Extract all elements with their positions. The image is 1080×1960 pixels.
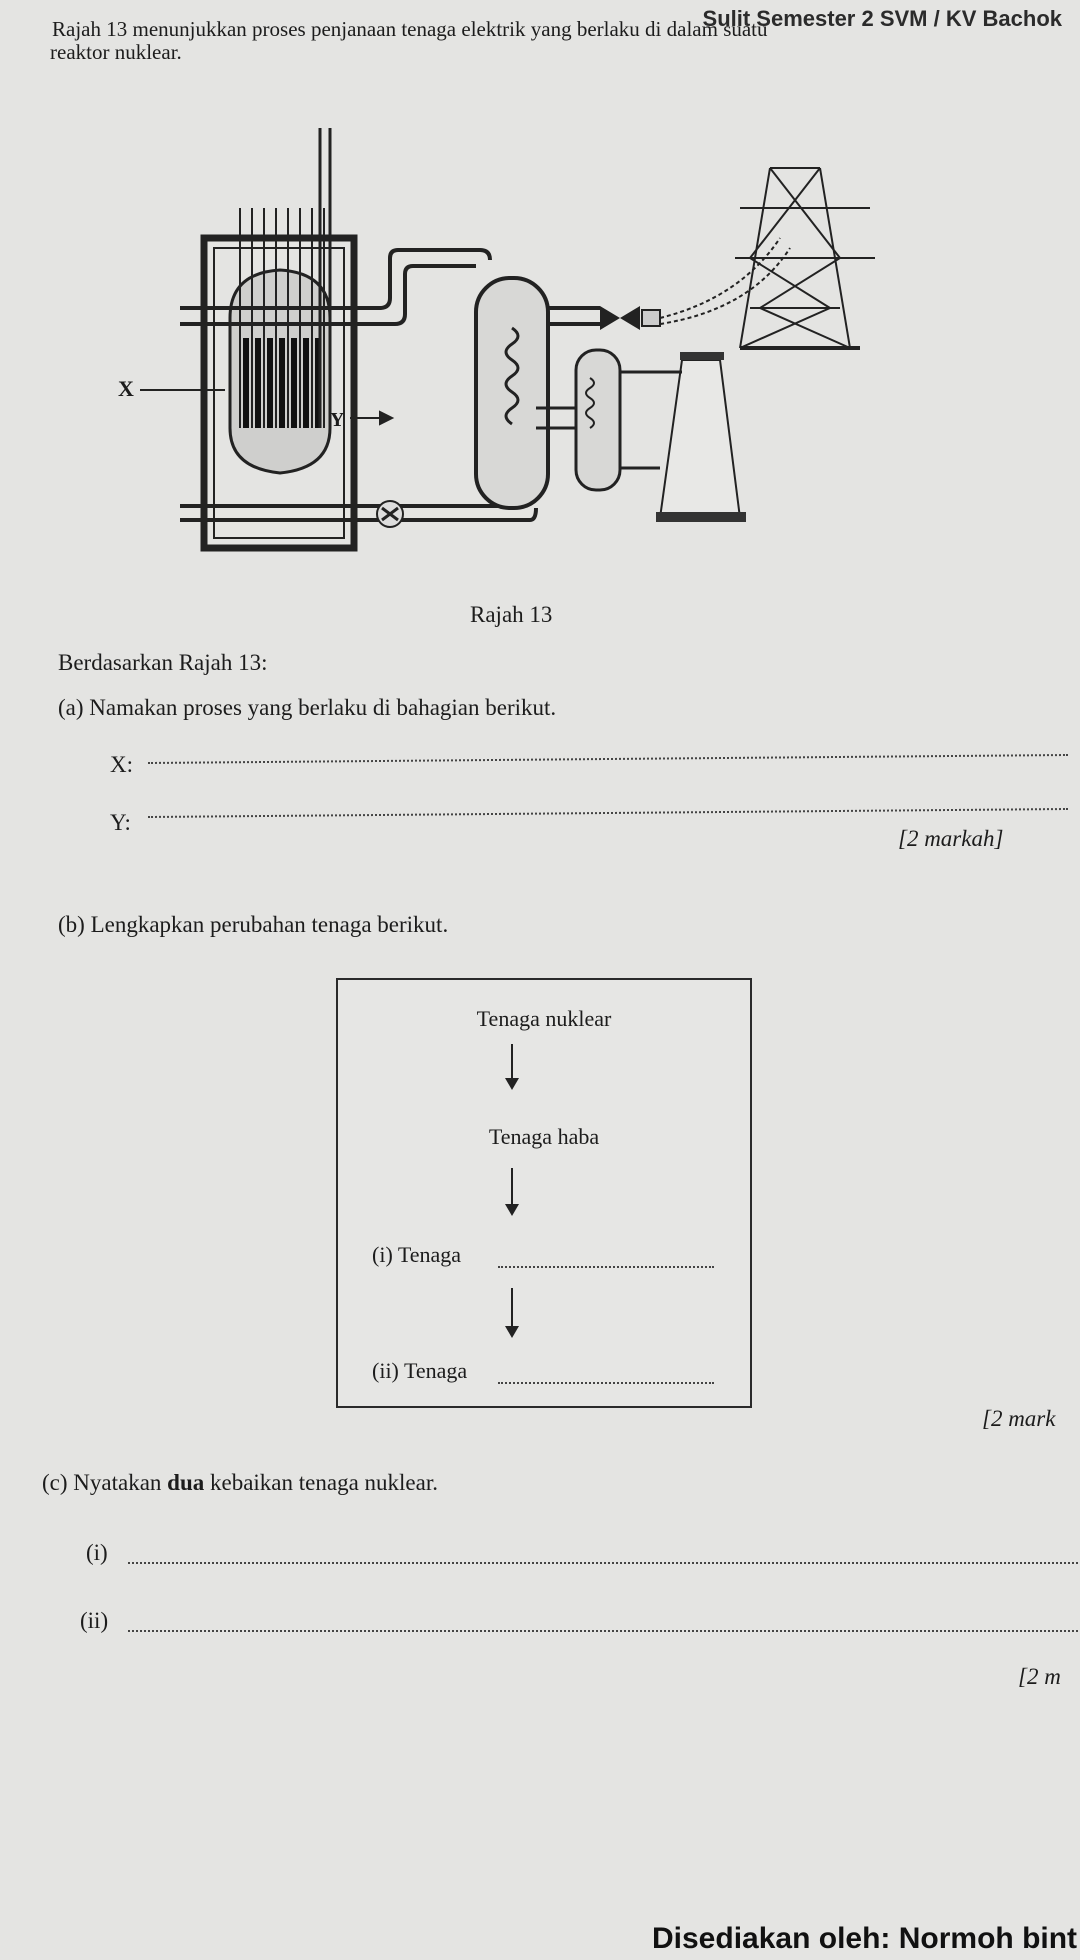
answer-line-c-i[interactable] (128, 1562, 1078, 1564)
diagram-label-x: X (118, 376, 134, 401)
cooling-tower (620, 352, 746, 522)
part-c-item-ii: (ii) (80, 1608, 109, 1633)
down-arrow-icon (511, 1044, 513, 1080)
turbine-icon (600, 306, 660, 330)
flow-step-i-label: (i) Tenaga (372, 1242, 462, 1267)
part-c-question-pre: (c) Nyatakan (42, 1470, 168, 1495)
answer-line-c-ii[interactable] (128, 1630, 1078, 1632)
part-a-label-y: Y: (110, 810, 131, 835)
part-c-question (42, 1470, 438, 1496)
intro-text (50, 18, 1050, 64)
part-a-question: (a) Namakan proses yang berlaku di bahagian berikut. (58, 695, 557, 720)
part-c-marks: [2 m (1018, 1664, 1061, 1689)
diagram-label-y: Y (330, 409, 345, 431)
steam-generator (476, 278, 548, 508)
pump-icon (377, 501, 403, 527)
down-arrow-icon (511, 1168, 513, 1206)
flow-step-ii-label: (ii) Tenaga (372, 1358, 468, 1383)
flow-step-heat: Tenaga haba (488, 1124, 600, 1149)
answer-line-y[interactable] (148, 808, 1068, 818)
intro-line-1: Rajah 13 menunjukkan proses penjanaan tenaga elektrik yang berlaku di dalam suatu (52, 17, 768, 41)
part-c-question-post: kebaikan tenaga nuklear. (204, 1470, 438, 1495)
part-b-marks: [2 mark (982, 1406, 1056, 1431)
pylon-icon (735, 168, 875, 348)
part-c-item-i: (i) (86, 1540, 108, 1565)
answer-line-b-ii[interactable] (498, 1382, 714, 1384)
part-a-marks: [2 markah] (898, 826, 1004, 851)
steam-pipe (548, 308, 600, 324)
figure-caption: Rajah 13 (470, 602, 553, 627)
answer-line-b-i[interactable] (498, 1266, 714, 1268)
down-arrow-icon (511, 1288, 513, 1328)
footer-credit: Disediakan oleh: Normoh bint (652, 1922, 1078, 1955)
part-b-question: (b) Lengkapkan perubahan tenaga berikut. (58, 912, 449, 937)
part-a-label-x: X: (110, 752, 133, 777)
answer-line-x[interactable] (148, 754, 1068, 764)
nuclear-plant-diagram (118, 128, 880, 568)
lead-text: Berdasarkan Rajah 13: (58, 650, 268, 675)
part-c-question-bold: dua (167, 1470, 205, 1495)
flow-step-nuclear: Tenaga nuklear (476, 1006, 612, 1031)
energy-flow-box (336, 978, 752, 1408)
header-tag: Sulit Semester 2 SVM / KV Bachok (702, 6, 1062, 31)
intro-line-2: reaktor nuklear. (50, 40, 182, 64)
